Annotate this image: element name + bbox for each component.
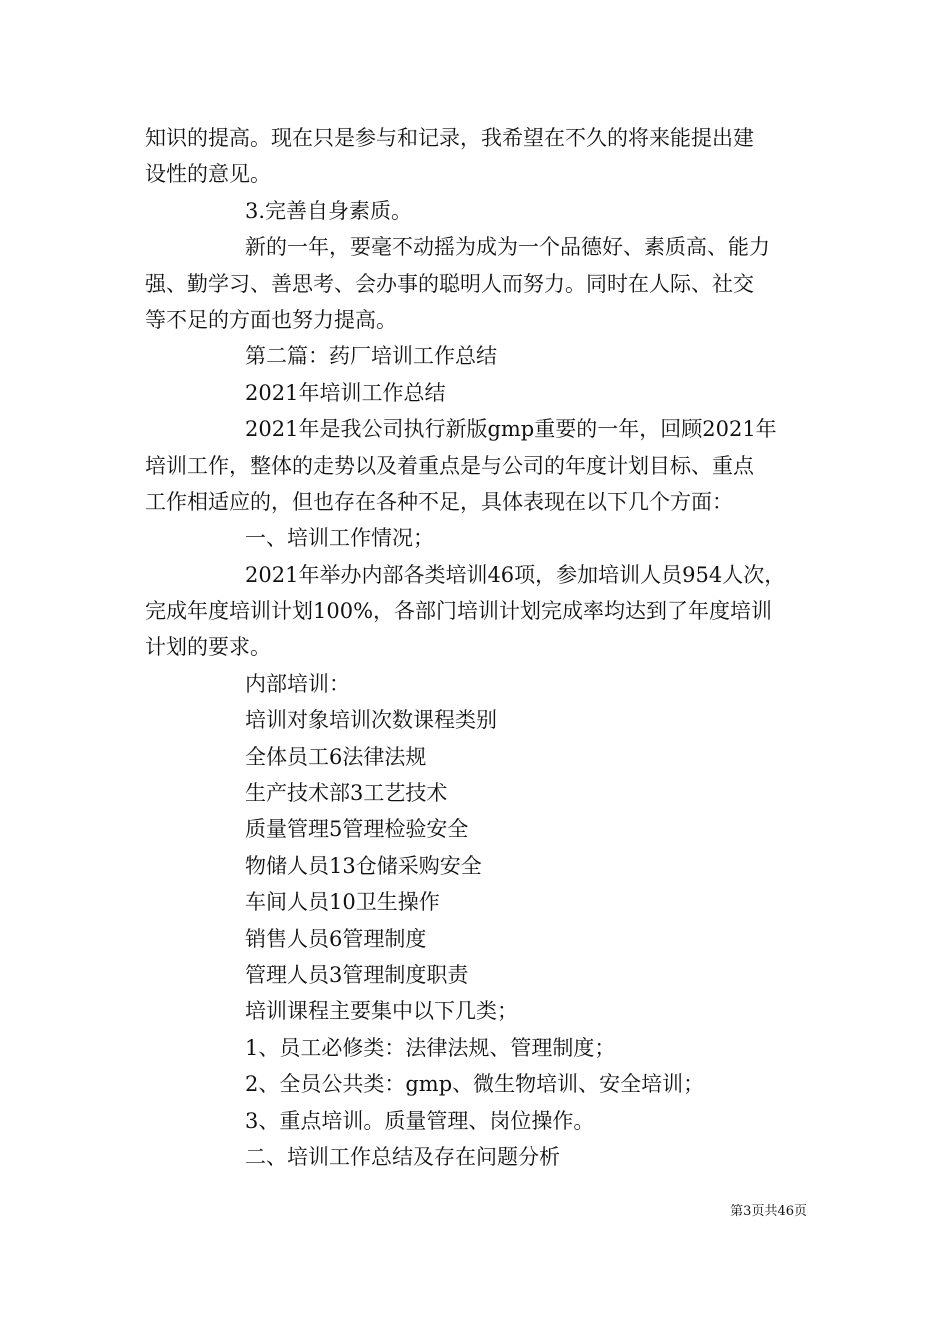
text-line: 等不足的方面也努力提高。 — [145, 307, 397, 332]
text-line: 管理人员3管理制度职责 — [245, 962, 469, 987]
text-line: 计划的要求。 — [145, 635, 271, 660]
text-line: 知识的提高。现在只是参与和记录，我希望在不久的将来能提出建 — [145, 126, 754, 150]
text-line: 2021年是我公司执行新版gmp重要的一年，回顾2021年 — [245, 417, 777, 442]
text-line: 完成年度培训计划100%，各部门培训计划完成率均达到了年度培训 — [145, 599, 773, 624]
page-number: 第3页共46页 — [730, 1204, 807, 1219]
text-line: 2、全员公共类：gmp、微生物培训、安全培训； — [245, 1072, 705, 1097]
text-line: 质量管理5管理检验安全 — [245, 817, 469, 842]
text-line: 2021年培训工作总结 — [245, 380, 446, 405]
text-line: 一、培训工作情况； — [245, 526, 434, 551]
text-line: 生产技术部3工艺技术 — [245, 781, 448, 806]
text-line: 3、重点培训。质量管理、岗位操作。 — [245, 1108, 595, 1133]
text-line: 培训工作，整体的走势以及着重点是与公司的年度计划目标、重点 — [145, 453, 754, 478]
text-line: 第二篇：药厂培训工作总结 — [245, 344, 497, 369]
text-line: 2021年举办内部各类培训46项，参加培训人员954人次， — [245, 562, 786, 587]
text-line: 二、培训工作总结及存在问题分析 — [245, 1144, 560, 1169]
text-line: 培训对象培训次数课程类别 — [245, 708, 497, 733]
text-line: 物储人员13仓储采购安全 — [245, 853, 482, 878]
text-line: 车间人员10卫生操作 — [245, 890, 440, 915]
text-line: 工作相适应的，但也存在各种不足，具体表现在以下几个方面： — [145, 489, 733, 514]
text-line: 3.完善自身素质。 — [245, 198, 413, 223]
text-line: 销售人员6管理制度 — [245, 926, 427, 951]
text-line: 内部培训： — [245, 671, 350, 696]
document-body — [145, 120, 810, 1175]
text-line: 培训课程主要集中以下几类； — [245, 999, 518, 1024]
text-line: 设性的意见。 — [145, 162, 271, 187]
text-line: 全体员工6法律法规 — [245, 744, 427, 769]
text-line: 1、员工必修类：法律法规、管理制度； — [245, 1035, 616, 1060]
text-line: 强、勤学习、善思考、会办事的聪明人而努力。同时在人际、社交 — [145, 271, 754, 296]
text-line: 新的一年，要毫不动摇为成为一个品德好、素质高、能力 — [245, 235, 770, 260]
